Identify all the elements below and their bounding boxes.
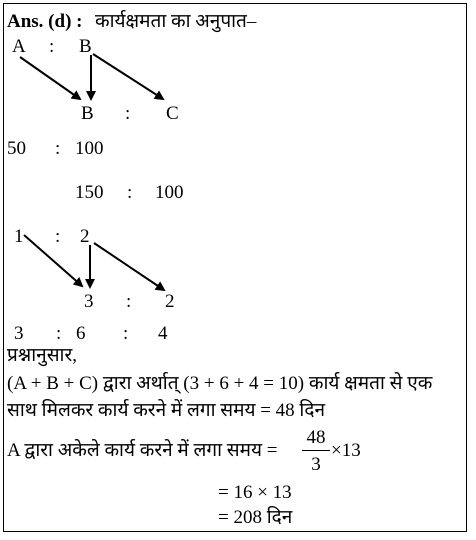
solution-line-3: साथ मिलकर कार्य करने में लगा समय = 48 दिन	[7, 400, 325, 421]
arrow-a-to-b	[20, 57, 80, 99]
solution-line-4: A द्वारा अकेले कार्य करने में लगा समय =	[7, 440, 278, 461]
ratio2-row3-a: 3	[14, 323, 24, 344]
fraction-denominator: 3	[311, 454, 321, 475]
ratio1-row2-c: C	[166, 103, 179, 124]
ratio2-row3-sep1: :	[56, 323, 62, 344]
arrow-b-to-c	[93, 54, 163, 99]
ratio2-row3-sep2: :	[123, 323, 129, 344]
ratio1-row3-b: 100	[75, 138, 104, 159]
ratio1-row1-a: A	[12, 36, 26, 57]
solution-line-2: (A + B + C) द्वारा अर्थात् (3 + 6 + 4 = 10) कार्य क्षमता से एक	[7, 373, 433, 394]
solution-line-5: = 16 × 13	[218, 482, 292, 503]
ratio1-row4-sep: :	[127, 182, 133, 203]
solution-line-6: = 208 दिन	[218, 507, 293, 528]
ratio2-row1-b: 2	[80, 226, 90, 247]
ratio1-row1-sep: :	[49, 36, 55, 57]
solution-line-4-suffix: ×13	[331, 440, 361, 461]
solution-intro: प्रश्नानुसार,	[7, 345, 77, 366]
ratio2-row3-c: 4	[158, 323, 168, 344]
ratio2-row2-sep: :	[126, 291, 132, 312]
ratio1-row1-b: B	[79, 36, 92, 57]
fraction-numerator: 48	[306, 427, 326, 448]
ratio1-row3-sep: :	[55, 138, 61, 159]
ratio2-row1-a: 1	[14, 226, 24, 247]
ratio1-row4-c: 100	[155, 182, 184, 203]
ratio2-row2-b: 3	[84, 291, 94, 312]
arrow-1-to-3	[24, 235, 82, 286]
answer-label: Ans. (d) :	[7, 11, 83, 32]
ratio2-row1-sep: :	[55, 226, 61, 247]
ratio2-row2-c: 2	[165, 291, 175, 312]
fraction-bar	[302, 450, 330, 451]
heading-text: कार्यक्षमता का अनुपात–	[95, 11, 257, 32]
fraction-48-over-3	[302, 428, 330, 474]
arrow-2-to-2	[94, 243, 164, 290]
ratio1-row3-a: 50	[7, 138, 26, 159]
ratio1-row2-b: B	[81, 103, 94, 124]
ratio1-row4-b: 150	[75, 182, 104, 203]
ratio1-row2-sep: :	[125, 103, 131, 124]
ratio2-row3-b: 6	[76, 323, 86, 344]
